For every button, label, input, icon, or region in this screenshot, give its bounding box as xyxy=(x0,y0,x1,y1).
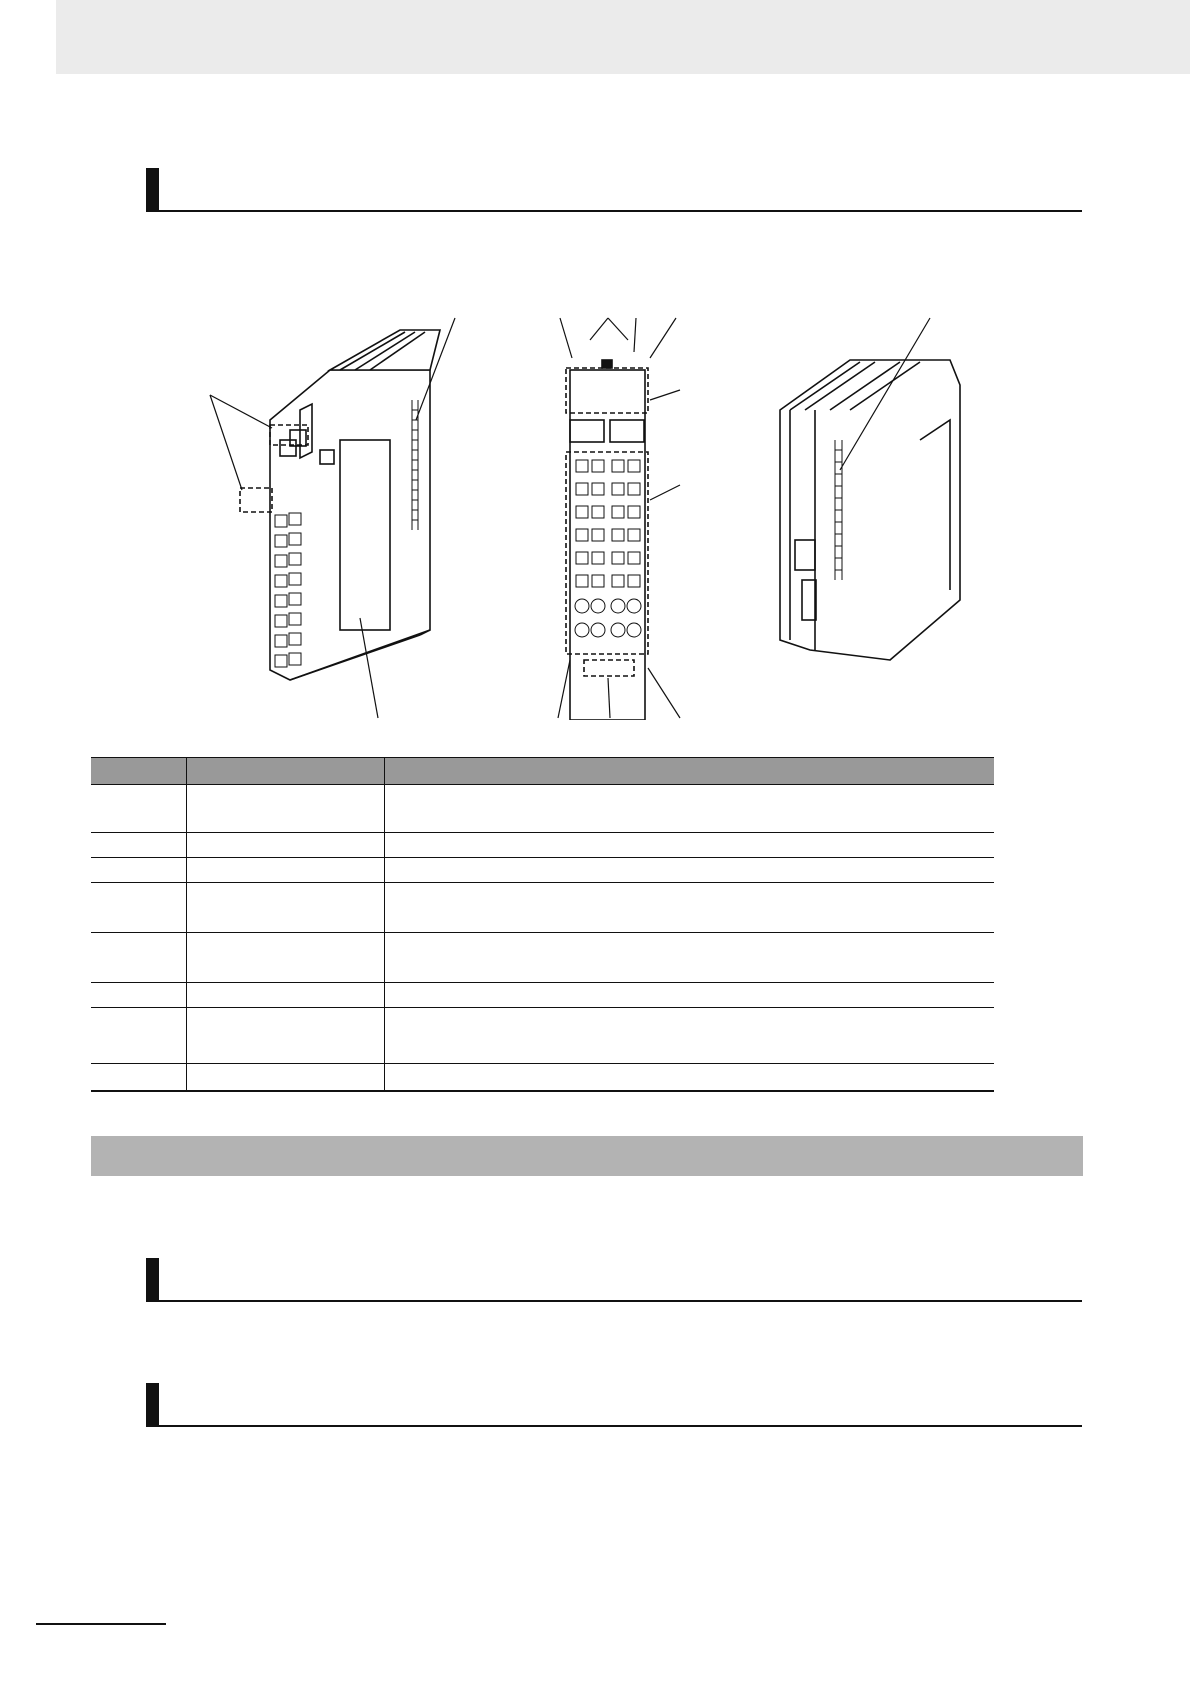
table-row xyxy=(91,785,994,833)
page-header-band xyxy=(56,0,1190,74)
front-view xyxy=(558,318,680,720)
subsection-heading-rule xyxy=(146,1300,1082,1302)
page-footer-rule xyxy=(36,1623,166,1625)
section-heading-marker xyxy=(146,168,159,212)
section-band xyxy=(91,1136,1083,1176)
right-oblique-view xyxy=(780,318,960,660)
table-header-cell xyxy=(186,758,384,785)
left-oblique-view xyxy=(210,318,455,718)
subsection-heading-marker xyxy=(146,1258,159,1302)
subsection-heading-marker xyxy=(146,1383,159,1427)
table-row xyxy=(91,833,994,858)
table-row xyxy=(91,883,994,933)
table-header-cell xyxy=(91,758,186,785)
table-header-cell xyxy=(384,758,994,785)
table-row xyxy=(91,858,994,883)
subsection-heading-rule xyxy=(146,1425,1082,1427)
section-heading-rule xyxy=(146,210,1082,212)
table-row xyxy=(91,1064,994,1091)
table-row xyxy=(91,1008,994,1064)
table-row xyxy=(91,983,994,1008)
table-row xyxy=(91,933,994,983)
table-header-row xyxy=(91,758,994,785)
parts-table xyxy=(91,757,994,1092)
unit-part-names-figure xyxy=(190,300,1020,720)
